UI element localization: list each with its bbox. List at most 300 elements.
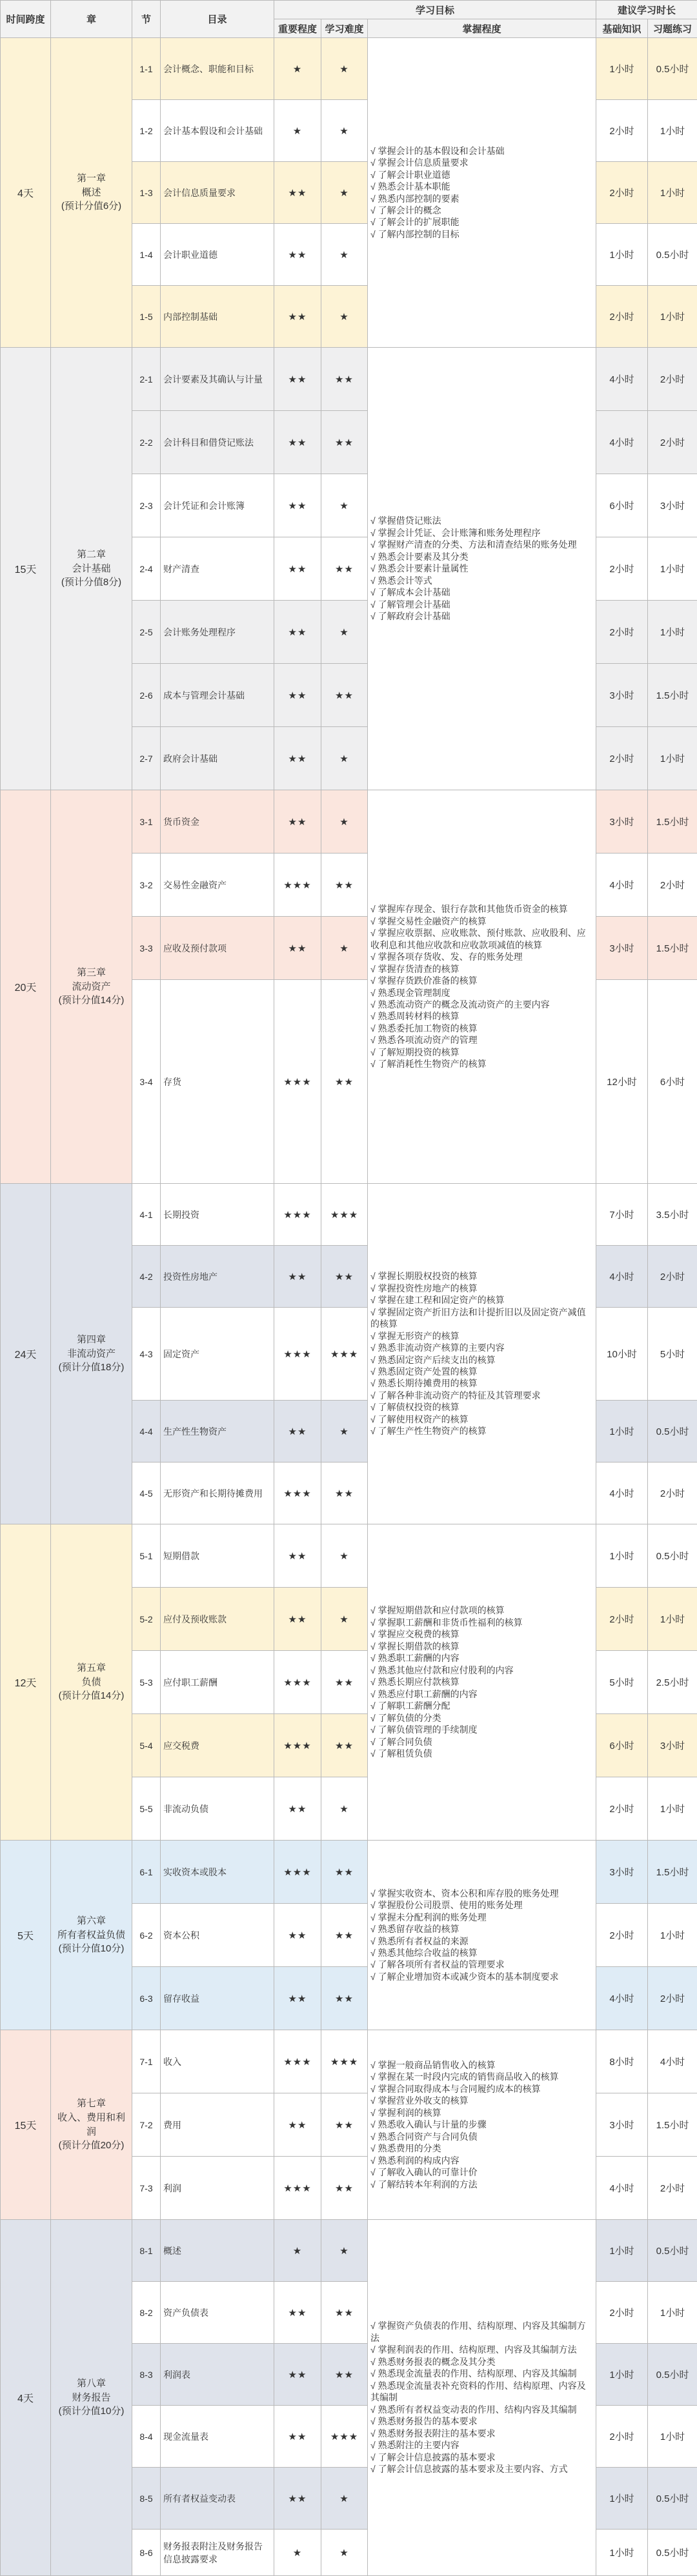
practice-hours: 1小时 <box>648 727 697 790</box>
table-row <box>1 2220 697 2282</box>
section-number: 7-3 <box>132 2157 161 2220</box>
practice-hours: 1小时 <box>648 1777 697 1841</box>
mastery-point: √ 熟悉会计要素计量属性 <box>370 563 593 574</box>
practice-hours: 1小时 <box>648 286 697 348</box>
importance-stars: ★★ <box>274 2344 321 2406</box>
importance-stars: ★★★ <box>274 2157 321 2220</box>
importance-stars: ★★ <box>274 1524 321 1588</box>
importance-stars: ★★★ <box>274 1463 321 1524</box>
chapter-days: 15天 <box>1 348 51 790</box>
difficulty-stars: ★★ <box>321 411 368 474</box>
practice-hours: 2小时 <box>648 411 697 474</box>
practice-hours: 1小时 <box>648 1588 697 1651</box>
basic-hours: 2小时 <box>596 286 648 348</box>
importance-stars: ★★★ <box>274 1308 321 1401</box>
chapter-name: 第六章 <box>54 1914 129 1928</box>
section-number: 1-2 <box>132 100 161 162</box>
section-title: 货币资金 <box>161 790 274 854</box>
table-row <box>1 790 697 854</box>
section-title: 会计账务处理程序 <box>161 601 274 664</box>
section-number: 4-5 <box>132 1463 161 1524</box>
mastery-point: √ 熟悉固定资产后续支出的核算 <box>370 1354 593 1366</box>
practice-hours: 2小时 <box>648 1246 697 1308</box>
mastery-point: √ 了解使用权资产的核算 <box>370 1413 593 1425</box>
section-title: 概述 <box>161 2220 274 2282</box>
basic-hours: 4小时 <box>596 2157 648 2220</box>
section-title: 长期投资 <box>161 1184 274 1246</box>
header-mastery: 掌握程度 <box>368 19 596 38</box>
practice-hours: 2.5小时 <box>648 1651 697 1714</box>
chapter-days: 4天 <box>1 2220 51 2576</box>
section-number: 6-1 <box>132 1841 161 1904</box>
mastery-point: √ 掌握未分配利润的账务处理 <box>370 1912 593 1923</box>
importance-stars: ★★ <box>274 537 321 601</box>
basic-hours: 4小时 <box>596 348 648 411</box>
chapter-title: 流动资产 <box>54 980 129 994</box>
mastery-point: √ 熟悉所有者权益的来源 <box>370 1935 593 1947</box>
section-number: 6-3 <box>132 1967 161 2030</box>
difficulty-stars: ★★ <box>321 2282 368 2344</box>
header-importance: 重要程度 <box>274 19 321 38</box>
practice-hours: 2小时 <box>648 2157 697 2220</box>
section-title: 成本与管理会计基础 <box>161 664 274 727</box>
mastery-point: √ 熟悉留存收益的核算 <box>370 1923 593 1935</box>
mastery-point: √ 了解成本会计基础 <box>370 586 593 598</box>
mastery-point: √ 熟悉各项流动资产的管理 <box>370 1034 593 1046</box>
section-number: 8-1 <box>132 2220 161 2282</box>
mastery-point: √ 掌握在某一时段内完成的销售商品收入的核算 <box>370 2071 593 2082</box>
mastery-points <box>368 2030 596 2220</box>
chapter-score: (预计分值8分) <box>54 575 129 590</box>
practice-hours: 2小时 <box>648 1967 697 2030</box>
basic-hours: 2小时 <box>596 2282 648 2344</box>
mastery-point: √ 掌握合同取得成本与合同履约成本的核算 <box>370 2083 593 2095</box>
mastery-points <box>368 38 596 348</box>
mastery-point: √ 掌握存货清查的核算 <box>370 963 593 975</box>
chapter-title: 财务报告 <box>54 2391 129 2405</box>
section-number: 7-1 <box>132 2030 161 2093</box>
section-number: 7-2 <box>132 2093 161 2157</box>
mastery-point: √ 掌握长期股权投资的核算 <box>370 1270 593 1282</box>
practice-hours: 0.5小时 <box>648 1524 697 1588</box>
chapter-score: (预计分值6分) <box>54 199 129 214</box>
difficulty-stars: ★ <box>321 162 368 224</box>
importance-stars: ★ <box>274 2220 321 2282</box>
section-number: 2-5 <box>132 601 161 664</box>
section-number: 1-1 <box>132 38 161 100</box>
section-title: 财产清查 <box>161 537 274 601</box>
mastery-points <box>368 348 596 790</box>
table-row <box>1 1184 697 1246</box>
basic-hours: 4小时 <box>596 854 648 917</box>
mastery-point: √ 熟悉所有者权益变动表的作用、结构内容及其编制 <box>370 2404 593 2415</box>
section-title: 现金流量表 <box>161 2406 274 2468</box>
chapter-name: 第五章 <box>54 1661 129 1675</box>
mastery-point: √ 熟悉合同资产与合同负债 <box>370 2131 593 2142</box>
practice-hours: 1小时 <box>648 162 697 224</box>
basic-hours: 1小时 <box>596 2344 648 2406</box>
mastery-point: √ 了解租赁负债 <box>370 1748 593 1759</box>
basic-hours: 3小时 <box>596 664 648 727</box>
basic-hours: 2小时 <box>596 2406 648 2468</box>
difficulty-stars: ★★ <box>321 1246 368 1308</box>
section-title: 无形资产和长期待摊费用 <box>161 1463 274 1524</box>
importance-stars: ★★ <box>274 790 321 854</box>
mastery-point: √ 掌握职工薪酬和非货币性福利的核算 <box>370 1617 593 1628</box>
section-title: 会计概念、职能和目标 <box>161 38 274 100</box>
practice-hours: 6小时 <box>648 980 697 1184</box>
basic-hours: 3小时 <box>596 790 648 854</box>
difficulty-stars: ★★ <box>321 854 368 917</box>
importance-stars: ★★ <box>274 1588 321 1651</box>
difficulty-stars: ★★★ <box>321 1184 368 1246</box>
table-row <box>1 2030 697 2093</box>
practice-hours: 1小时 <box>648 2406 697 2468</box>
mastery-point: √ 了解负债的分类 <box>370 1712 593 1724</box>
basic-hours: 2小时 <box>596 601 648 664</box>
difficulty-stars: ★ <box>321 2468 368 2530</box>
mastery-point: √ 掌握投资性房地产的核算 <box>370 1283 593 1294</box>
section-number: 2-1 <box>132 348 161 411</box>
section-number: 3-2 <box>132 854 161 917</box>
mastery-point: √ 了解合同负债 <box>370 1736 593 1748</box>
section-title: 收入 <box>161 2030 274 2093</box>
practice-hours: 1小时 <box>648 100 697 162</box>
mastery-point: √ 熟悉会计等式 <box>370 575 593 586</box>
difficulty-stars: ★★ <box>321 1714 368 1777</box>
mastery-point: √ 熟悉流动资产的概念及流动资产的主要内容 <box>370 999 593 1010</box>
mastery-point: √ 掌握股份公司股票、使用的账务处理 <box>370 1899 593 1911</box>
section-title: 非流动负债 <box>161 1777 274 1841</box>
section-number: 3-3 <box>132 917 161 980</box>
importance-stars: ★★ <box>274 917 321 980</box>
difficulty-stars: ★★ <box>321 1651 368 1714</box>
difficulty-stars: ★★ <box>321 2093 368 2157</box>
section-number: 5-2 <box>132 1588 161 1651</box>
importance-stars: ★★ <box>274 474 321 537</box>
difficulty-stars: ★ <box>321 38 368 100</box>
mastery-points <box>368 1524 596 1841</box>
section-number: 1-3 <box>132 162 161 224</box>
mastery-point: √ 掌握利润表的作用、结构原理、内容及其编制方法 <box>370 2344 593 2355</box>
mastery-point: √ 掌握利润的核算 <box>370 2107 593 2119</box>
difficulty-stars: ★★★ <box>321 2406 368 2468</box>
section-number: 2-7 <box>132 727 161 790</box>
basic-hours: 6小时 <box>596 474 648 537</box>
section-number: 3-4 <box>132 980 161 1184</box>
basic-hours: 7小时 <box>596 1184 648 1246</box>
section-number: 3-1 <box>132 790 161 854</box>
mastery-point: √ 了解会计信息披露的基本要求 <box>370 2451 593 2463</box>
practice-hours: 0.5小时 <box>648 224 697 286</box>
mastery-point: √ 熟悉非流动资产核算的主要内容 <box>370 1342 593 1353</box>
mastery-point: √ 了解内部控制的目标 <box>370 228 593 240</box>
practice-hours: 0.5小时 <box>648 38 697 100</box>
mastery-point: √ 掌握营业外收支的核算 <box>370 2095 593 2106</box>
difficulty-stars: ★ <box>321 790 368 854</box>
basic-hours: 10小时 <box>596 1308 648 1401</box>
practice-hours: 3.5小时 <box>648 1184 697 1246</box>
mastery-points <box>368 1184 596 1524</box>
importance-stars: ★★ <box>274 664 321 727</box>
section-number: 5-3 <box>132 1651 161 1714</box>
difficulty-stars: ★ <box>321 1777 368 1841</box>
importance-stars: ★★ <box>274 2468 321 2530</box>
chapter-score: (预计分值14分) <box>54 993 129 1008</box>
section-title: 内部控制基础 <box>161 286 274 348</box>
section-number: 8-6 <box>132 2530 161 2576</box>
mastery-point: √ 掌握长期借款的核算 <box>370 1641 593 1652</box>
chapter-score: (预计分值14分) <box>54 1689 129 1703</box>
mastery-point: √ 熟悉附注的主要内容 <box>370 2439 593 2451</box>
section-title: 实收资本或股本 <box>161 1841 274 1904</box>
mastery-point: √ 熟悉长期待摊费用的核算 <box>370 1377 593 1389</box>
section-number: 1-5 <box>132 286 161 348</box>
mastery-point: √ 了解结转本年利润的方法 <box>370 2179 593 2190</box>
importance-stars: ★★★ <box>274 1651 321 1714</box>
section-title: 会计信息质量要求 <box>161 162 274 224</box>
mastery-point: √ 熟悉利润的构成内容 <box>370 2155 593 2166</box>
header-section: 节 <box>132 1 161 38</box>
chapter-days: 5天 <box>1 1841 51 2030</box>
section-title: 生产性生物资产 <box>161 1401 274 1463</box>
chapter-cell <box>51 348 132 790</box>
section-number: 2-2 <box>132 411 161 474</box>
difficulty-stars: ★★ <box>321 2344 368 2406</box>
header-catalog: 目录 <box>161 1 274 38</box>
basic-hours: 2小时 <box>596 1588 648 1651</box>
practice-hours: 0.5小时 <box>648 2530 697 2576</box>
mastery-point: √ 掌握应收票据、应收账款、预付账款、应收股利、应 <box>370 927 593 939</box>
difficulty-stars: ★ <box>321 601 368 664</box>
chapter-cell <box>51 790 132 1184</box>
section-number: 4-4 <box>132 1401 161 1463</box>
importance-stars: ★★★ <box>274 980 321 1184</box>
section-title: 所有者权益变动表 <box>161 2468 274 2530</box>
importance-stars: ★★ <box>274 1777 321 1841</box>
importance-stars: ★★ <box>274 224 321 286</box>
importance-stars: ★★ <box>274 286 321 348</box>
basic-hours: 2小时 <box>596 162 648 224</box>
difficulty-stars: ★★★ <box>321 2030 368 2093</box>
section-title: 留存收益 <box>161 1967 274 2030</box>
importance-stars: ★★★ <box>274 1841 321 1904</box>
basic-hours: 4小时 <box>596 1967 648 2030</box>
chapter-days: 24天 <box>1 1184 51 1524</box>
table-row <box>1 348 697 411</box>
mastery-point: √ 熟悉会计基本职能 <box>370 181 593 192</box>
mastery-point: √ 掌握交易性金融资产的核算 <box>370 915 593 927</box>
section-number: 2-6 <box>132 664 161 727</box>
chapter-score: (预计分值20分) <box>54 2139 129 2153</box>
header-study-time: 建议学习时长 <box>596 1 697 19</box>
difficulty-stars: ★★ <box>321 980 368 1184</box>
difficulty-stars: ★ <box>321 2530 368 2576</box>
difficulty-stars: ★ <box>321 2220 368 2282</box>
mastery-point: √ 熟悉委托加工物资的核算 <box>370 1023 593 1034</box>
basic-hours: 4小时 <box>596 1246 648 1308</box>
mastery-point: √ 掌握在建工程和固定资产的核算 <box>370 1294 593 1306</box>
section-title: 费用 <box>161 2093 274 2157</box>
chapter-title: 概述 <box>54 186 129 200</box>
chapter-days: 15天 <box>1 2030 51 2220</box>
mastery-point: √ 熟悉财务报表的概念及其分类 <box>370 2356 593 2368</box>
section-title: 应付及预收账款 <box>161 1588 274 1651</box>
section-number: 8-2 <box>132 2282 161 2344</box>
mastery-point: √ 熟悉收入确认与计量的步骤 <box>370 2119 593 2130</box>
importance-stars: ★★ <box>274 2406 321 2468</box>
mastery-point: √ 掌握应交税费的核算 <box>370 1628 593 1640</box>
chapter-score: (预计分值10分) <box>54 2404 129 2419</box>
basic-hours: 12小时 <box>596 980 648 1184</box>
basic-hours: 3小时 <box>596 2093 648 2157</box>
mastery-point: √ 掌握会计的基本假设和会计基础 <box>370 145 593 157</box>
chapter-name: 第三章 <box>54 966 129 980</box>
basic-hours: 2小时 <box>596 1777 648 1841</box>
section-number: 5-1 <box>132 1524 161 1588</box>
practice-hours: 0.5小时 <box>648 2344 697 2406</box>
mastery-point: 收利息和其他应收款和应收款项减值的核算 <box>370 939 593 951</box>
section-number: 2-4 <box>132 537 161 601</box>
mastery-point: √ 了解政府会计基础 <box>370 610 593 622</box>
section-title: 会计要素及其确认与计量 <box>161 348 274 411</box>
mastery-point: √ 了解会计信息披露的基本要求及主要内容、方式 <box>370 2463 593 2475</box>
header-practice: 习题练习 <box>648 19 697 38</box>
chapter-cell <box>51 1841 132 2030</box>
practice-hours: 1小时 <box>648 537 697 601</box>
difficulty-stars: ★★ <box>321 1463 368 1524</box>
mastery-point: √ 掌握无形资产的核算 <box>370 1330 593 1342</box>
practice-hours: 0.5小时 <box>648 2468 697 2530</box>
basic-hours: 2小时 <box>596 100 648 162</box>
section-title: 应付职工薪酬 <box>161 1651 274 1714</box>
importance-stars: ★★ <box>274 162 321 224</box>
chapter-name: 第七章 <box>54 2097 129 2111</box>
section-number: 2-3 <box>132 474 161 537</box>
basic-hours: 6小时 <box>596 1714 648 1777</box>
mastery-point: √ 了解短期投资的核算 <box>370 1046 593 1058</box>
practice-hours: 5小时 <box>648 1308 697 1401</box>
practice-hours: 1.5小时 <box>648 2093 697 2157</box>
difficulty-stars: ★ <box>321 100 368 162</box>
difficulty-stars: ★ <box>321 1524 368 1588</box>
difficulty-stars: ★★★ <box>321 1308 368 1401</box>
mastery-point: √ 了解职工薪酬分配 <box>370 1700 593 1712</box>
difficulty-stars: ★★ <box>321 537 368 601</box>
chapter-cell <box>51 2030 132 2220</box>
table-row <box>1 38 697 100</box>
chapter-name: 第四章 <box>54 1333 129 1347</box>
importance-stars: ★★ <box>274 411 321 474</box>
table-row <box>1 1524 697 1588</box>
chapter-name: 第二章 <box>54 548 129 562</box>
table-row <box>1 1841 697 1904</box>
practice-hours: 1.5小时 <box>648 664 697 727</box>
section-number: 5-5 <box>132 1777 161 1841</box>
difficulty-stars: ★★ <box>321 1904 368 1967</box>
importance-stars: ★★ <box>274 601 321 664</box>
section-number: 4-2 <box>132 1246 161 1308</box>
section-number: 4-1 <box>132 1184 161 1246</box>
section-title: 政府会计基础 <box>161 727 274 790</box>
mastery-point: √ 熟悉固定资产处置的核算 <box>370 1366 593 1377</box>
mastery-point: √ 熟悉财务报告的基本要求 <box>370 2415 593 2427</box>
table-body <box>1 38 697 2576</box>
importance-stars: ★ <box>274 100 321 162</box>
basic-hours: 1小时 <box>596 1524 648 1588</box>
basic-hours: 1小时 <box>596 2530 648 2576</box>
practice-hours: 3小时 <box>648 474 697 537</box>
section-number: 8-4 <box>132 2406 161 2468</box>
section-title: 应收及预付款项 <box>161 917 274 980</box>
section-title: 会计凭证和会计账簿 <box>161 474 274 537</box>
basic-hours: 1小时 <box>596 224 648 286</box>
practice-hours: 1.5小时 <box>648 917 697 980</box>
difficulty-stars: ★★ <box>321 1967 368 2030</box>
section-number: 4-3 <box>132 1308 161 1401</box>
mastery-point: √ 了解各种非流动资产的特征及其管理要求 <box>370 1390 593 1401</box>
section-title: 应交税费 <box>161 1714 274 1777</box>
chapter-title: 非流动资产 <box>54 1347 129 1361</box>
section-number: 5-4 <box>132 1714 161 1777</box>
practice-hours: 4小时 <box>648 2030 697 2093</box>
basic-hours: 3小时 <box>596 1841 648 1904</box>
mastery-point: √ 了解收入确认的可靠计价 <box>370 2166 593 2178</box>
section-title: 投资性房地产 <box>161 1246 274 1308</box>
difficulty-stars: ★★ <box>321 664 368 727</box>
practice-hours: 2小时 <box>648 348 697 411</box>
section-title: 资产负债表 <box>161 2282 274 2344</box>
importance-stars: ★ <box>274 38 321 100</box>
chapter-days: 12天 <box>1 1524 51 1841</box>
mastery-point: √ 掌握各项存货收、发、存的账务处理 <box>370 951 593 963</box>
importance-stars: ★★ <box>274 2282 321 2344</box>
mastery-points <box>368 790 596 1184</box>
difficulty-stars: ★ <box>321 1401 368 1463</box>
section-number: 8-3 <box>132 2344 161 2406</box>
importance-stars: ★★ <box>274 1967 321 2030</box>
section-title: 利润表 <box>161 2344 274 2406</box>
importance-stars: ★★★ <box>274 2030 321 2093</box>
mastery-point: √ 熟悉应付职工薪酬的内容 <box>370 1688 593 1700</box>
practice-hours: 1小时 <box>648 601 697 664</box>
difficulty-stars: ★★ <box>321 1841 368 1904</box>
mastery-point: √ 了解生产性生物资产的核算 <box>370 1425 593 1437</box>
chapter-days: 20天 <box>1 790 51 1184</box>
mastery-point: √ 熟悉其他应付款和应付股利的内容 <box>370 1664 593 1676</box>
section-number: 6-2 <box>132 1904 161 1967</box>
mastery-point: √ 熟悉内部控制的要素 <box>370 193 593 205</box>
chapter-cell <box>51 1184 132 1524</box>
practice-hours: 0.5小时 <box>648 2220 697 2282</box>
mastery-point: √ 掌握会计信息质量要求 <box>370 157 593 168</box>
mastery-point: √ 熟悉财务报表附注的基本要求 <box>370 2428 593 2439</box>
basic-hours: 1小时 <box>596 1401 648 1463</box>
chapter-cell <box>51 2220 132 2576</box>
difficulty-stars: ★ <box>321 1588 368 1651</box>
section-number: 1-4 <box>132 224 161 286</box>
difficulty-stars: ★ <box>321 224 368 286</box>
section-title: 固定资产 <box>161 1308 274 1401</box>
mastery-points <box>368 1841 596 2030</box>
basic-hours: 3小时 <box>596 917 648 980</box>
difficulty-stars: ★★ <box>321 348 368 411</box>
mastery-point: √ 掌握一般商品销售收入的核算 <box>370 2059 593 2071</box>
importance-stars: ★★★ <box>274 854 321 917</box>
section-title: 交易性金融资产 <box>161 854 274 917</box>
section-title: 会计科目和借贷记账法 <box>161 411 274 474</box>
section-title: 存货 <box>161 980 274 1184</box>
